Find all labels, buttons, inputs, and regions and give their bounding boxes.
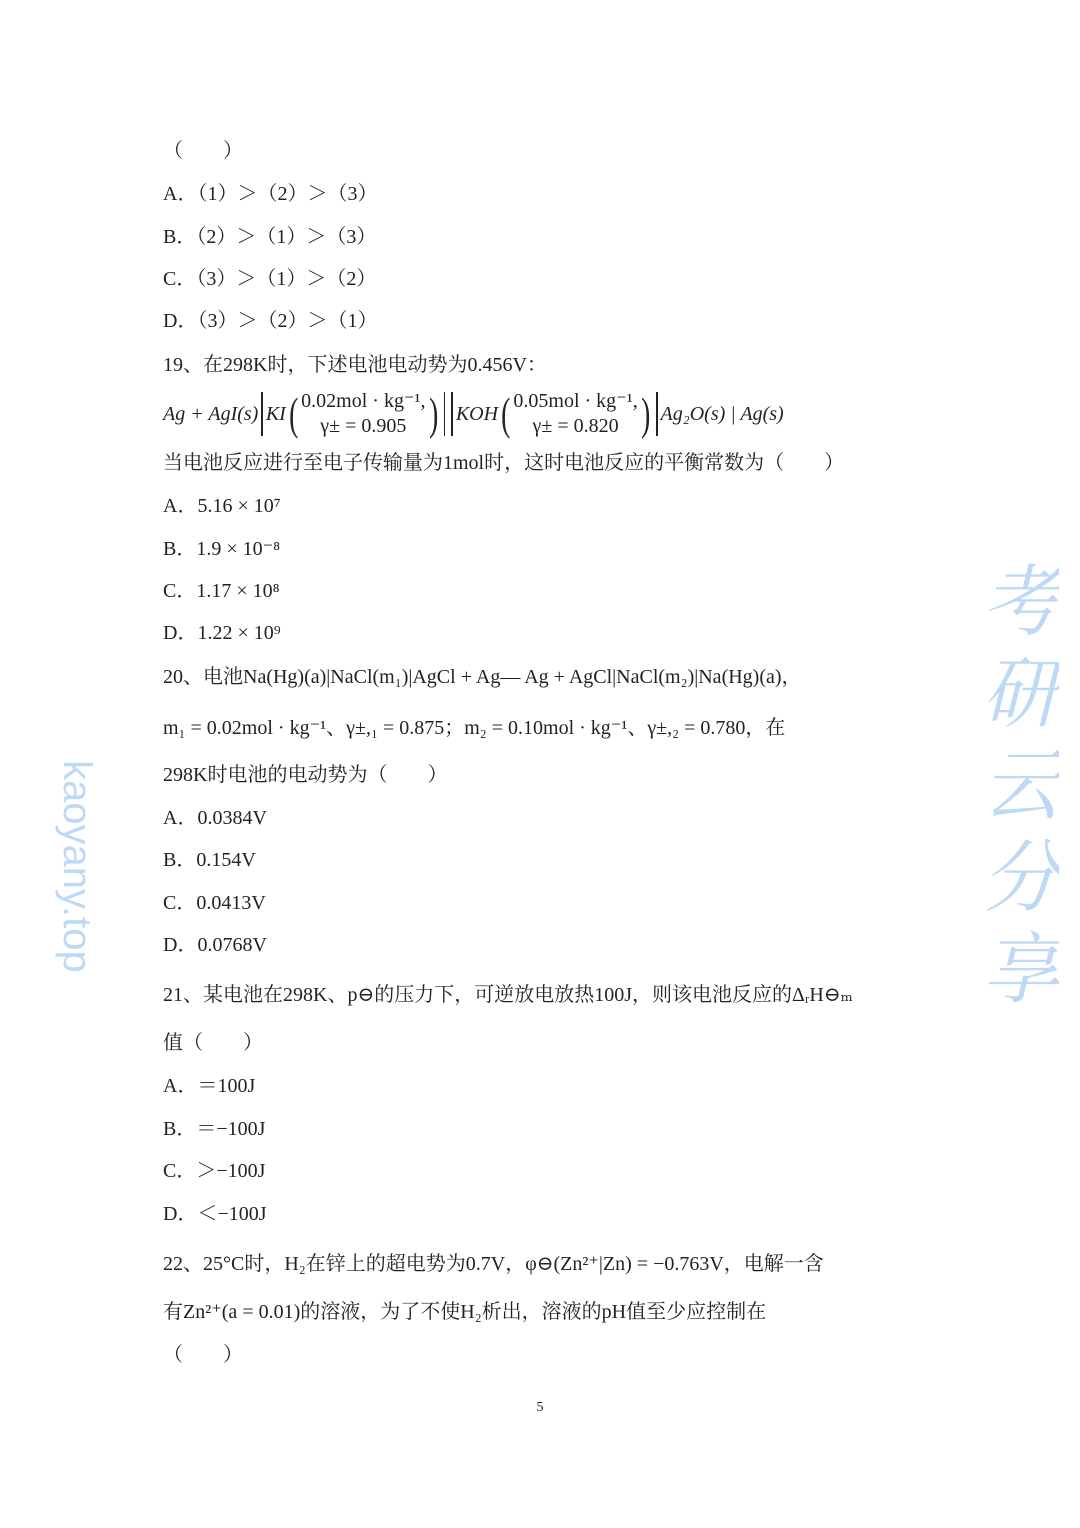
koh-molality: 0.05mol · kg⁻¹, [513,390,638,412]
q19-option-b: B．1.9 × 10⁻⁸ [163,538,281,560]
q19-question: 当电池反应进行至电子传输量为1mol时，这时电池反应的平衡常数为（ ） [163,452,845,474]
formula-right: Ag₂O(s) | Ag(s) [660,402,784,425]
q20-option-d: D．0.0768V [163,934,267,956]
q21-option-a: A．＝100J [163,1075,256,1097]
q22-line2: 有Zn²⁺(a = 0.01)的溶液，为了不使H₂析出，溶液的pH值至少应控制在 [163,1301,767,1323]
q21-option-c: C．＞−100J [163,1160,266,1182]
formula-ki: KI [265,402,286,425]
q20-line1: 20、电池Na(Hg)(a)|NaCl(m₁)|AgCl + Ag— Ag + AgCl|NaCl(m₂)|Na(Hg)(a)， [163,666,802,688]
koh-stack [513,389,637,439]
q18-option-a: A．（1）＞（2）＞（3） [163,183,378,205]
open-paren: ( [501,388,511,439]
q18-option-c: C．（3）＞（1）＞（2） [163,268,377,290]
q21-option-b: B．＝−100J [163,1118,266,1140]
q18-answer-blank: （ ） [163,140,243,162]
q18-option-b: B．（2）＞（1）＞（3） [163,226,377,248]
q21-line2: 值（ ） [163,1032,263,1054]
ki-stack [301,389,425,439]
q19-option-d: D．1.22 × 10⁹ [163,622,281,644]
watermark-en: kaoyany.top [55,760,99,973]
q20-line3: 298K时电池的电动势为（ ） [163,764,448,786]
open-paren: ( [288,388,299,439]
q21-line1: 21、某电池在298K、p⊖的压力下，可逆放电放热100J，则该电池反应的ΔᵣH⊖ₘ [163,984,853,1006]
q19-stem: 19、在298K时，下述电池电动势为0.456V： [163,354,547,376]
close-paren: ) [428,388,438,439]
koh-gamma: γ± = 0.820 [532,415,619,437]
q19-option-c: C．1.17 × 10⁸ [163,580,280,602]
salt-bridge-left [444,392,446,436]
q20-option-c: C．0.0413V [163,892,266,914]
q19-option-a: A．5.16 × 10⁷ [163,495,281,517]
salt-bridge-right [451,392,453,436]
phase-boundary [656,392,658,436]
ki-molality: 0.02mol · kg⁻¹, [301,390,426,412]
q21-option-d: D．＜−100J [163,1203,267,1225]
phase-boundary [261,392,263,436]
q20-line2: m₁ = 0.02mol · kg⁻¹、γ±,₁ = 0.875；m₂ = 0.10mol · kg⁻¹、γ±,₂ = 0.780，在 [163,717,786,739]
formula-koh: KOH [455,402,499,425]
ki-gamma: γ± = 0.905 [320,415,407,437]
watermark-cn: 考研云分享 [971,560,1059,1020]
close-paren: ) [640,388,650,439]
q20-option-a: A．0.0384V [163,807,267,829]
q22-line1: 22、25°C时，H₂在锌上的超电势为0.7V，φ⊖(Zn²⁺|Zn) = −0.763V，电解一含 [163,1253,824,1275]
formula-left: Ag + AgI(s) [163,402,259,425]
q18-option-d: D．（3）＞（2）＞（1） [163,310,378,332]
page-number: 5 [536,1400,544,1415]
q19-cell-formula [163,388,784,440]
q20-option-b: B．0.154V [163,849,256,871]
q22-line3: （ ） [163,1344,243,1366]
